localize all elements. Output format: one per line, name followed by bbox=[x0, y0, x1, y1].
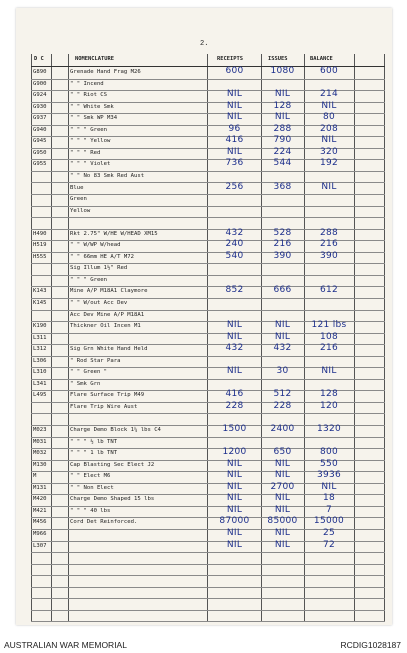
item-code: G900 bbox=[33, 80, 47, 87]
item-nomenclature: " " White Smk bbox=[70, 103, 114, 110]
item-code: G945 bbox=[33, 138, 47, 145]
issues-value: 1080 bbox=[270, 66, 295, 76]
receipts-value: 540 bbox=[225, 250, 244, 261]
balance-value: 208 bbox=[319, 123, 339, 134]
item-code: K145 bbox=[33, 300, 47, 306]
header-receipts: RECEIPTS bbox=[217, 56, 243, 62]
balance-value: 18 bbox=[322, 493, 336, 504]
item-nomenclature: Green bbox=[70, 196, 87, 203]
item-nomenclature: " " W/WP W/head bbox=[70, 242, 121, 249]
issues-value: 432 bbox=[273, 343, 292, 354]
item-nomenclature: Sig Grn White Hand Held bbox=[70, 346, 148, 353]
item-code: L307 bbox=[33, 542, 47, 549]
item-code: M bbox=[33, 473, 37, 480]
issues-value: 528 bbox=[273, 227, 292, 238]
item-nomenclature: Charge Demo Block 1¼ lbs C4 bbox=[70, 427, 161, 434]
item-nomenclature: " " " Violet bbox=[70, 161, 111, 168]
issues-value: NIL bbox=[274, 458, 291, 469]
header-nomenclature: NOMENCLATURE bbox=[75, 56, 114, 62]
receipts-value: NIL bbox=[226, 89, 243, 100]
issues-value: NIL bbox=[274, 504, 291, 515]
item-nomenclature: Yellow bbox=[70, 207, 91, 214]
item-code: H490 bbox=[33, 230, 47, 237]
item-nomenclature: " " Smk WP M34 bbox=[70, 115, 118, 122]
balance-value: 612 bbox=[319, 285, 339, 296]
item-code: M032 bbox=[33, 450, 47, 457]
issues-value: 224 bbox=[273, 146, 292, 157]
receipts-value: 852 bbox=[225, 285, 244, 296]
item-nomenclature: Rkt 2.75" W/HE W/HEAD XM15 bbox=[70, 230, 158, 237]
header-code: D C bbox=[34, 56, 44, 62]
issues-value: NIL bbox=[274, 320, 291, 331]
receipts-value: NIL bbox=[226, 331, 243, 342]
receipts-value: NIL bbox=[226, 539, 243, 550]
balance-value: 128 bbox=[319, 389, 339, 400]
item-nomenclature: Blue bbox=[70, 184, 84, 191]
item-nomenclature: " " " Yellow bbox=[70, 138, 111, 145]
issues-value: NIL bbox=[274, 539, 291, 550]
receipts-value: 1200 bbox=[222, 447, 247, 458]
receipts-value: 600 bbox=[225, 66, 244, 76]
item-nomenclature: " Rod Star Para bbox=[70, 357, 121, 364]
balance-value: 7 bbox=[325, 504, 333, 515]
item-nomenclature: Mine A/P M18A1 Claymore bbox=[70, 288, 148, 295]
item-nomenclature: " " Green " bbox=[70, 369, 108, 376]
balance-value: 216 bbox=[319, 239, 339, 250]
receipts-value: 432 bbox=[225, 343, 244, 354]
item-code: G890 bbox=[33, 69, 47, 75]
item-code: L312 bbox=[33, 346, 47, 353]
issues-value: 30 bbox=[276, 366, 289, 377]
issues-value: 228 bbox=[273, 400, 292, 411]
issues-value: NIL bbox=[274, 331, 291, 342]
balance-value: 25 bbox=[322, 528, 336, 538]
item-nomenclature: Thickner Oil Incen M1 bbox=[70, 323, 141, 330]
balance-value: NIL bbox=[321, 181, 337, 192]
issues-value: 2700 bbox=[270, 481, 295, 492]
receipts-value: 96 bbox=[228, 123, 241, 134]
item-code: G940 bbox=[33, 126, 47, 133]
balance-value: 390 bbox=[319, 250, 339, 261]
item-code: G955 bbox=[33, 161, 47, 168]
receipts-value: NIL bbox=[226, 493, 243, 504]
balance-value: 72 bbox=[322, 539, 336, 550]
footer-reference-id: RCDIG1028187 bbox=[340, 640, 401, 650]
receipts-value: NIL bbox=[226, 458, 243, 469]
item-nomenclature: " " " Red bbox=[70, 149, 101, 156]
receipts-value: NIL bbox=[226, 528, 243, 538]
header-balance: BALANCE bbox=[310, 56, 333, 62]
item-code: K190 bbox=[33, 323, 47, 330]
issues-value: 128 bbox=[273, 100, 292, 111]
item-nomenclature: " " Non Elect bbox=[70, 484, 114, 491]
receipts-value: 416 bbox=[225, 389, 244, 400]
issues-value: NIL bbox=[274, 470, 291, 481]
balance-value: 800 bbox=[319, 447, 339, 458]
issues-value: NIL bbox=[274, 112, 291, 123]
receipts-value: 228 bbox=[225, 400, 244, 411]
balance-value: 192 bbox=[319, 158, 339, 169]
item-code: L306 bbox=[33, 357, 47, 364]
item-code: L341 bbox=[33, 380, 47, 387]
balance-value: 320 bbox=[319, 146, 339, 157]
issues-value: 650 bbox=[273, 447, 292, 458]
document-page bbox=[16, 8, 392, 625]
issues-value: 544 bbox=[273, 158, 292, 169]
item-code: G937 bbox=[33, 115, 47, 122]
balance-value: 1320 bbox=[316, 424, 342, 435]
issues-value: 85000 bbox=[267, 516, 298, 527]
receipts-value: NIL bbox=[226, 112, 243, 123]
item-nomenclature: Cord Det Reinforced. bbox=[70, 519, 138, 526]
item-nomenclature: " " " Green bbox=[70, 126, 108, 133]
item-nomenclature: Flare Trip Wire Aust bbox=[70, 403, 138, 410]
item-code: G930 bbox=[33, 103, 47, 110]
item-nomenclature: " " Incend bbox=[70, 80, 104, 87]
item-code: L495 bbox=[33, 392, 47, 399]
receipts-value: 736 bbox=[225, 158, 244, 169]
item-code: M023 bbox=[33, 427, 47, 434]
table-row bbox=[31, 610, 385, 623]
item-nomenclature: Cap Blasting Sec Elect J2 bbox=[70, 461, 155, 468]
issues-value: NIL bbox=[274, 89, 291, 100]
item-code: M031 bbox=[33, 438, 47, 445]
item-code: H519 bbox=[33, 242, 47, 249]
item-code: G950 bbox=[33, 149, 47, 156]
receipts-value: NIL bbox=[226, 146, 243, 157]
receipts-value: NIL bbox=[226, 504, 243, 515]
item-nomenclature: Acc Dev Mine A/P M18A1 bbox=[70, 311, 145, 318]
issues-value: 216 bbox=[273, 239, 292, 250]
item-code: L310 bbox=[33, 369, 47, 376]
issues-value: 368 bbox=[273, 181, 292, 192]
issues-value: 390 bbox=[273, 250, 292, 261]
receipts-value: NIL bbox=[226, 100, 243, 111]
receipts-value: NIL bbox=[226, 470, 243, 481]
item-nomenclature: " " Elect M6 bbox=[70, 473, 111, 480]
issues-value: NIL bbox=[274, 528, 291, 538]
receipts-value: 1500 bbox=[222, 424, 247, 435]
issues-value: 790 bbox=[273, 135, 292, 146]
issues-value: 666 bbox=[273, 285, 292, 296]
receipts-value: 87000 bbox=[219, 516, 250, 527]
item-nomenclature: " " Riot CS bbox=[70, 92, 108, 99]
receipts-value: NIL bbox=[226, 366, 243, 377]
item-code: L311 bbox=[33, 334, 47, 341]
issues-value: 288 bbox=[273, 123, 292, 134]
receipts-value: NIL bbox=[226, 481, 243, 492]
balance-value: NIL bbox=[321, 100, 337, 111]
balance-value: 15000 bbox=[313, 516, 345, 527]
item-code: M456 bbox=[33, 519, 47, 526]
balance-value: 600 bbox=[319, 66, 339, 76]
receipts-value: 240 bbox=[225, 239, 244, 250]
balance-value: NIL bbox=[321, 135, 337, 146]
receipts-value: 416 bbox=[225, 135, 244, 146]
item-nomenclature: Charge Demo Shaped 15 lbs bbox=[70, 496, 155, 503]
balance-value: NIL bbox=[321, 481, 337, 492]
balance-value: NIL bbox=[321, 366, 337, 377]
issues-value: 512 bbox=[273, 389, 292, 400]
item-code: G924 bbox=[33, 92, 47, 99]
item-code: M966 bbox=[33, 531, 47, 537]
balance-value: 550 bbox=[319, 458, 339, 469]
receipts-value: NIL bbox=[226, 320, 243, 331]
item-nomenclature: " " " ½ lb TNT bbox=[70, 438, 118, 445]
item-nomenclature: Grenade Hand Frag M26 bbox=[70, 69, 141, 75]
header-issues: ISSUES bbox=[268, 56, 288, 62]
issues-value: NIL bbox=[274, 493, 291, 504]
item-code: M420 bbox=[33, 496, 47, 503]
item-nomenclature: " " W/out Acc Dev bbox=[70, 300, 128, 306]
balance-value: 3936 bbox=[316, 470, 342, 481]
item-code: K143 bbox=[33, 288, 47, 295]
balance-value: 120 bbox=[319, 400, 339, 411]
page-number: 2. bbox=[200, 40, 209, 48]
item-nomenclature: Sig Illum 1½" Red bbox=[70, 265, 128, 272]
balance-value: 216 bbox=[319, 343, 339, 354]
item-nomenclature: " " " 40 lbs bbox=[70, 507, 111, 514]
receipts-value: 432 bbox=[225, 227, 244, 238]
item-code: H555 bbox=[33, 253, 47, 260]
balance-value: 80 bbox=[322, 112, 336, 123]
item-nomenclature: " " 66mm HE A/T M72 bbox=[70, 253, 134, 260]
balance-value: 288 bbox=[319, 227, 339, 238]
item-code: M131 bbox=[33, 484, 47, 491]
item-nomenclature: " Smk Grn bbox=[70, 380, 101, 387]
balance-value: 108 bbox=[319, 331, 339, 342]
issues-value: 2400 bbox=[270, 424, 295, 435]
ledger-table bbox=[31, 54, 385, 622]
footer-archive-name: AUSTRALIAN WAR MEMORIAL bbox=[4, 640, 127, 650]
item-nomenclature: Flare Surface Trip M49 bbox=[70, 392, 145, 399]
balance-value: 121 lbs bbox=[311, 320, 347, 331]
item-code: M421 bbox=[33, 507, 47, 514]
item-nomenclature: " " " 1 lb TNT bbox=[70, 450, 118, 457]
balance-value: 214 bbox=[319, 89, 339, 100]
item-nomenclature: " " " Green bbox=[70, 276, 108, 283]
item-nomenclature: " " No 83 Smk Red Aust bbox=[70, 172, 145, 179]
item-code: M130 bbox=[33, 461, 47, 468]
receipts-value: 256 bbox=[225, 181, 244, 192]
